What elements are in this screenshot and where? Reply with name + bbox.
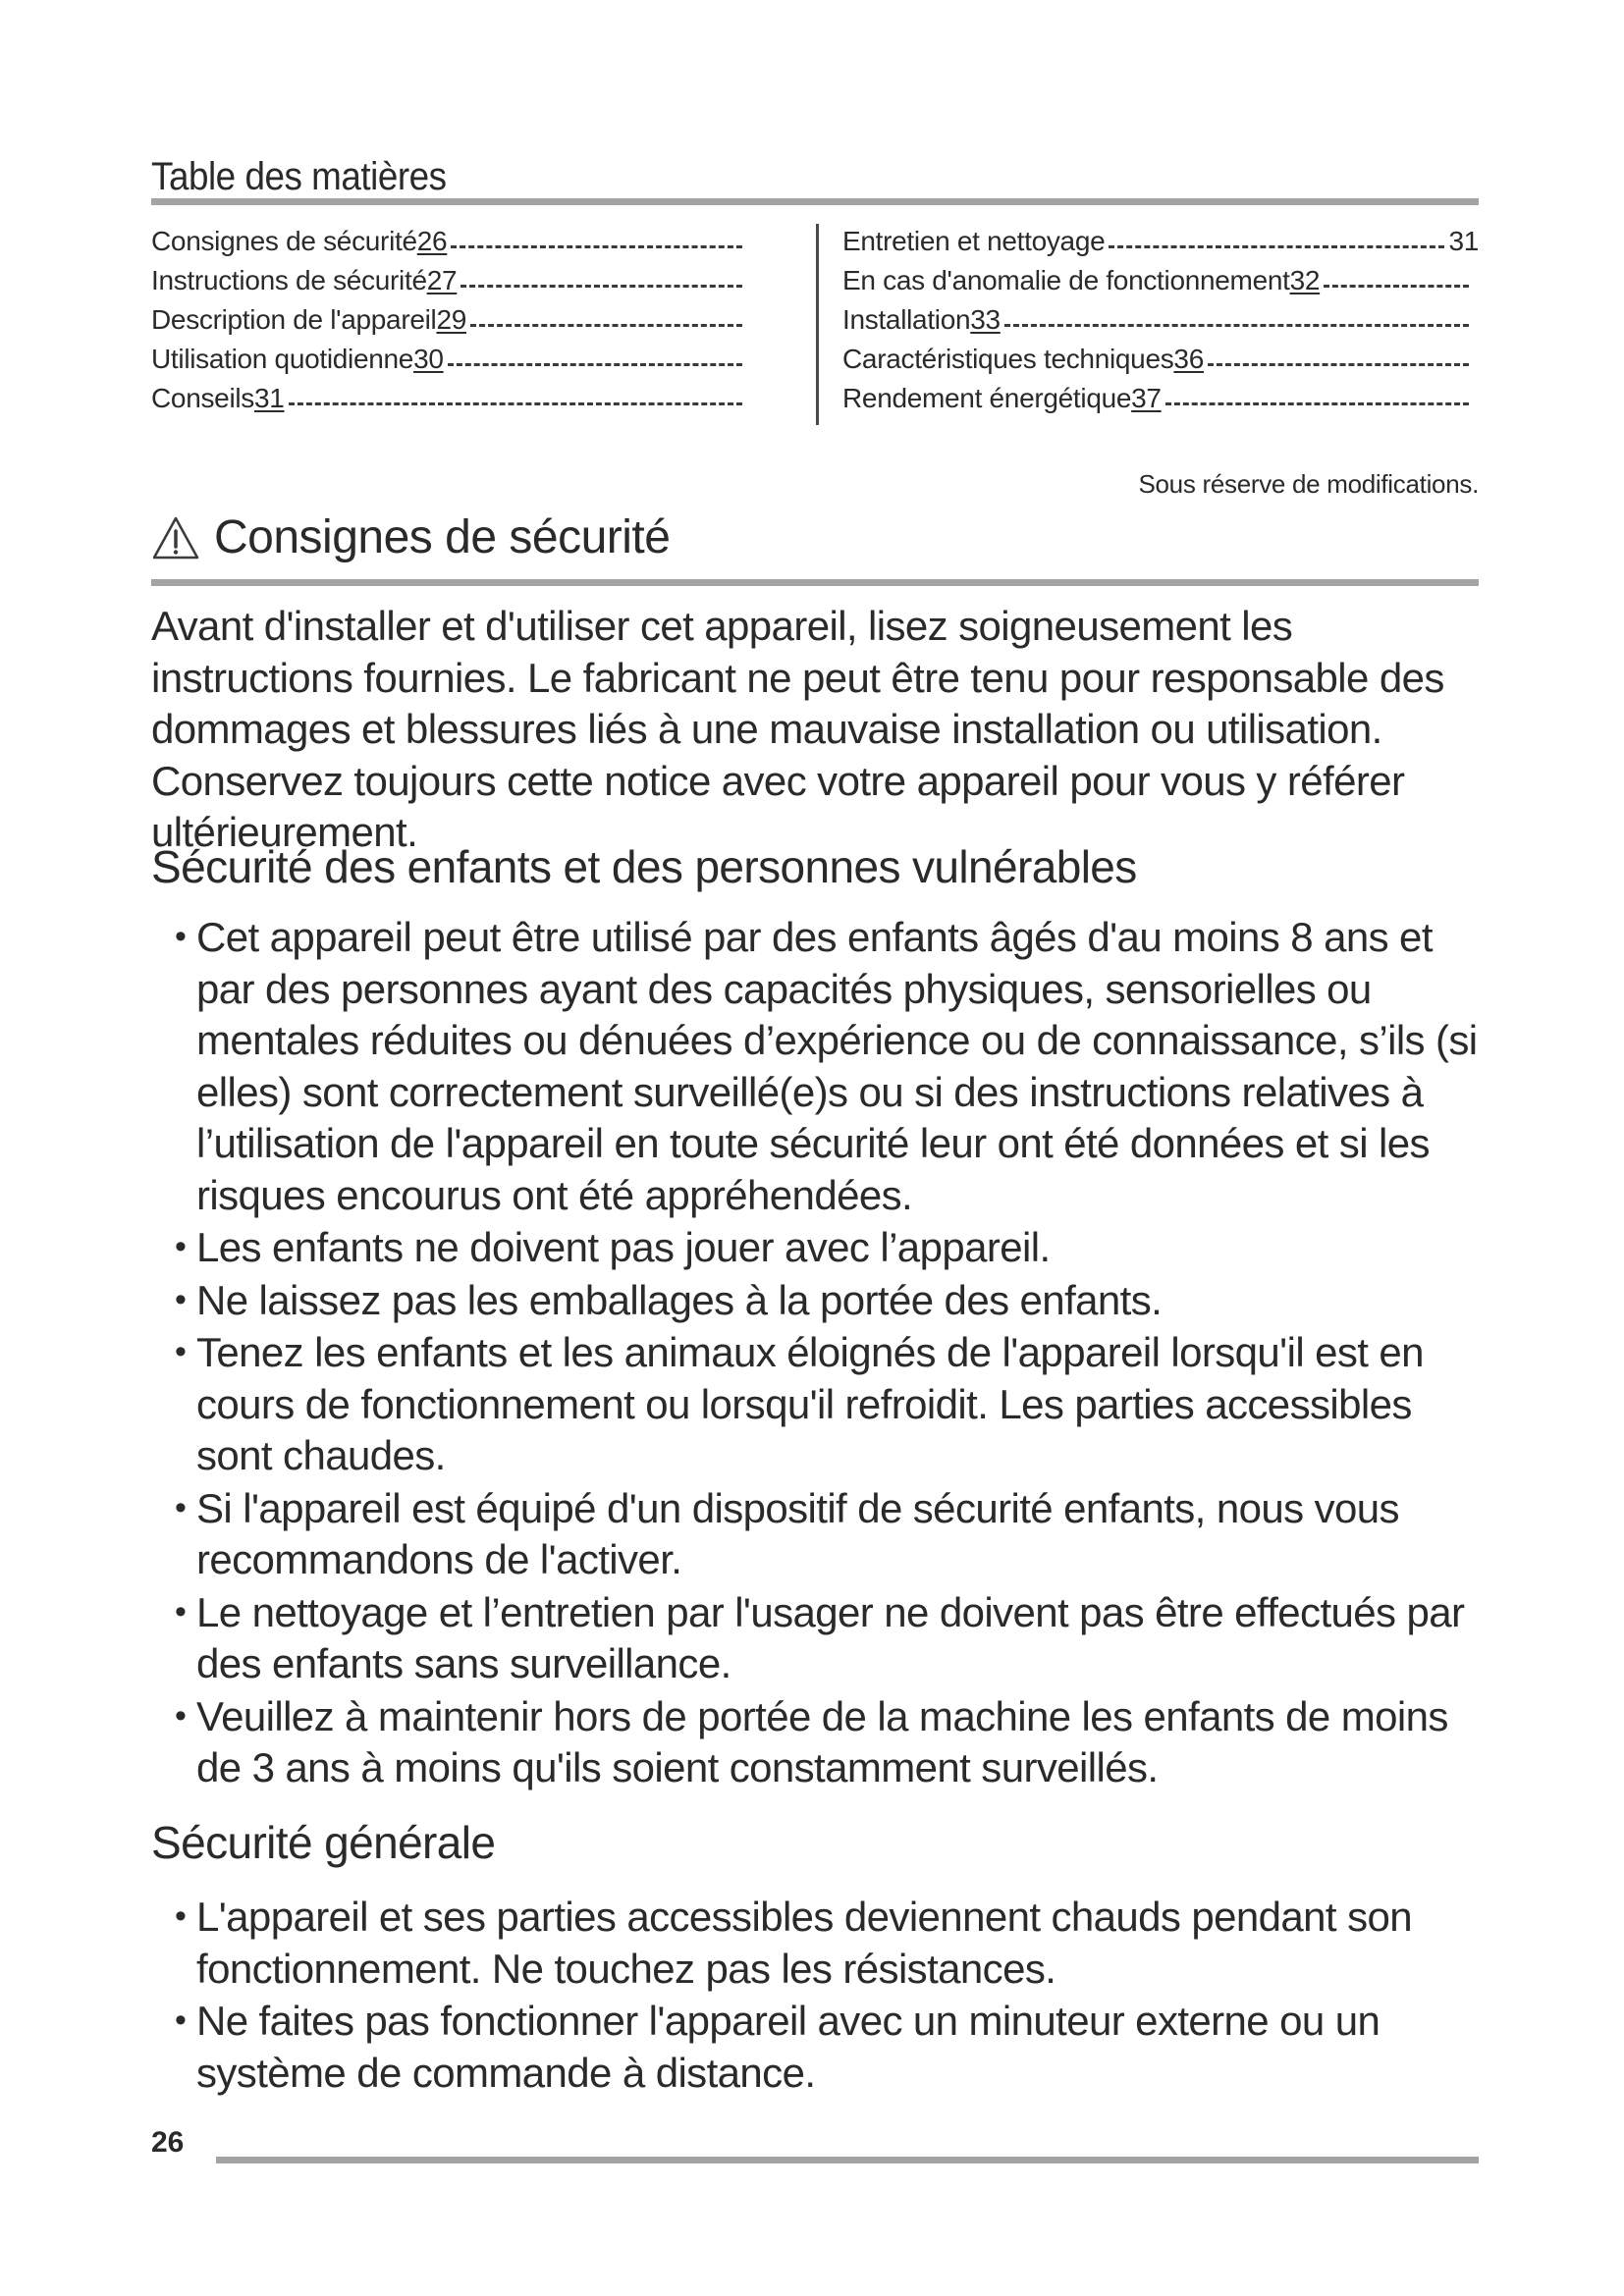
toc-entry[interactable] bbox=[151, 383, 752, 422]
toc-divider-rule bbox=[151, 198, 1479, 205]
list-item-text: Si l'appareil est équipé d'un dispositif de sécurité enfants, nous vous recommandons de l'activer. bbox=[196, 1484, 1399, 1582]
bullet-icon: • bbox=[175, 1488, 187, 1526]
safety-heading bbox=[151, 510, 670, 564]
list-item-text: Ne laissez pas les emballages à la portée des enfants. bbox=[196, 1276, 1163, 1323]
toc-entry-label: Rendement énergétique bbox=[842, 383, 1132, 413]
list-item-text: Tenez les enfants et les animaux éloignés de l'appareil lorsqu'il est en cours de fonctionnement ou lorsqu'il refroidit. Les parties accessibles sont chaudes. bbox=[196, 1329, 1424, 1478]
warning-triangle-icon bbox=[151, 515, 200, 561]
toc-column-divider bbox=[816, 224, 819, 425]
list-item bbox=[151, 1586, 1487, 1690]
toc-entry-page: 30 bbox=[413, 344, 444, 374]
toc-leader bbox=[470, 324, 742, 327]
toc-entry-page: 29 bbox=[436, 304, 466, 335]
list-item-text: Ne faites pas fonctionner l'appareil avec un minuteur externe ou un système de commande à distance. bbox=[196, 1998, 1380, 2096]
children-safety-list bbox=[151, 911, 1487, 1794]
toc-left-column bbox=[151, 226, 752, 422]
reserve-note: Sous réserve de modifications. bbox=[1138, 469, 1479, 499]
toc-entry-page: 31 bbox=[1448, 226, 1479, 256]
toc-entry[interactable] bbox=[151, 226, 752, 265]
toc-entry[interactable] bbox=[842, 344, 1479, 383]
toc-entry-page: 32 bbox=[1289, 265, 1321, 295]
toc-entry-page: 26 bbox=[416, 226, 448, 256]
toc-entry-label: Instructions de sécurité bbox=[151, 265, 427, 295]
toc-right-column bbox=[842, 226, 1479, 422]
list-item-text: Le nettoyage et l’entretien par l'usager ne doivent pas être effectués par des enfants sans surveillance. bbox=[196, 1588, 1465, 1686]
bullet-icon: • bbox=[175, 1592, 187, 1630]
toc-entry[interactable] bbox=[151, 265, 752, 304]
children-safety-heading: Sécurité des enfants et des personnes vulnérables bbox=[151, 841, 1137, 892]
toc-leader bbox=[289, 402, 742, 405]
toc-leader bbox=[460, 285, 742, 288]
page-number: 26 bbox=[151, 2126, 185, 2159]
toc-leader bbox=[1004, 324, 1469, 327]
toc-entry[interactable] bbox=[151, 304, 752, 344]
toc-entry-page: 31 bbox=[253, 383, 285, 413]
toc-entry[interactable] bbox=[842, 265, 1479, 304]
toc-entry-page: 27 bbox=[426, 265, 458, 295]
list-item-text: Les enfants ne doivent pas jouer avec l’appareil. bbox=[196, 1224, 1051, 1270]
toc-entry-page: 36 bbox=[1173, 344, 1204, 374]
bullet-icon: • bbox=[175, 2002, 187, 2039]
toc-entry-page: 33 bbox=[970, 304, 1001, 335]
toc-entry[interactable] bbox=[842, 304, 1479, 344]
list-item bbox=[151, 1221, 1487, 1274]
general-safety-list bbox=[151, 1891, 1487, 2099]
toc-title: Table des matières bbox=[151, 155, 447, 198]
toc-entry-label: Installation bbox=[842, 304, 971, 335]
safety-heading-text: Consignes de sécurité bbox=[214, 511, 671, 563]
toc-entry-label: Caractéristiques techniques bbox=[842, 344, 1174, 374]
safety-divider-rule bbox=[151, 579, 1479, 586]
list-item bbox=[151, 1482, 1487, 1586]
toc-leader bbox=[1165, 402, 1469, 405]
list-item bbox=[151, 1274, 1487, 1327]
bullet-icon: • bbox=[175, 1897, 187, 1935]
list-item-text: L'appareil et ses parties accessibles deviennent chauds pendant son fonctionnement. Ne touchez pas les résistances. bbox=[196, 1894, 1412, 1992]
list-item bbox=[151, 1690, 1487, 1794]
bullet-icon: • bbox=[175, 1228, 187, 1265]
bullet-icon: • bbox=[175, 1696, 187, 1735]
bullet-icon: • bbox=[175, 1333, 187, 1370]
toc-entry-label: Entretien et nettoyage bbox=[842, 226, 1106, 256]
bullet-icon: • bbox=[175, 918, 187, 955]
list-item bbox=[151, 1995, 1487, 2099]
list-item bbox=[151, 1891, 1487, 1995]
toc-entry-label: Conseils bbox=[151, 383, 254, 413]
list-item bbox=[151, 911, 1487, 1221]
list-item-text: Veuillez à maintenir hors de portée de la machine les enfants de moins de 3 ans à moins qu'ils soient constamment surveillés. bbox=[196, 1692, 1448, 1790]
general-safety-heading: Sécurité générale bbox=[151, 1817, 496, 1868]
toc-entry[interactable] bbox=[842, 383, 1479, 422]
toc-leader bbox=[451, 245, 742, 248]
toc-entry-label: En cas d'anomalie de fonctionnement bbox=[842, 265, 1290, 295]
toc-entry-page: 37 bbox=[1131, 383, 1162, 413]
toc-entry[interactable] bbox=[842, 226, 1479, 265]
footer-rule bbox=[216, 2157, 1479, 2163]
toc-leader bbox=[1208, 363, 1469, 366]
toc-entry[interactable] bbox=[151, 344, 752, 383]
list-item bbox=[151, 1326, 1487, 1482]
toc-leader bbox=[1109, 245, 1444, 248]
list-item-text: Cet appareil peut être utilisé par des enfants âgés d'au moins 8 ans et par des personnes ayant des capacités physiques, sensorielles ou mentales réduites ou dénuées d’expérience ou de connaissance, s’ils (si elles) sont correctement surveillé(e)s ou si des instructions relatives à l’utilisation de l'appareil en toute sécurité leur ont été données et si les risques encourus ont été appréhendées. bbox=[196, 914, 1478, 1218]
toc-leader bbox=[1324, 285, 1469, 288]
toc-entry-label: Description de l'appareil bbox=[151, 304, 437, 335]
toc-entry-label: Utilisation quotidienne bbox=[151, 344, 414, 374]
bullet-icon: • bbox=[175, 1280, 187, 1318]
toc-leader bbox=[448, 363, 742, 366]
safety-intro: Avant d'installer et d'utiliser cet appareil, lisez soigneusement les instructions fournies. Le fabricant ne peut être tenu pour responsable des dommages et blessures liés à une mauvaise installation ou utilisation. Conservez toujours cette notice avec votre appareil pour vous y référer ultérieurement. bbox=[151, 603, 1444, 855]
toc-entry-label: Consignes de sécurité bbox=[151, 226, 417, 256]
